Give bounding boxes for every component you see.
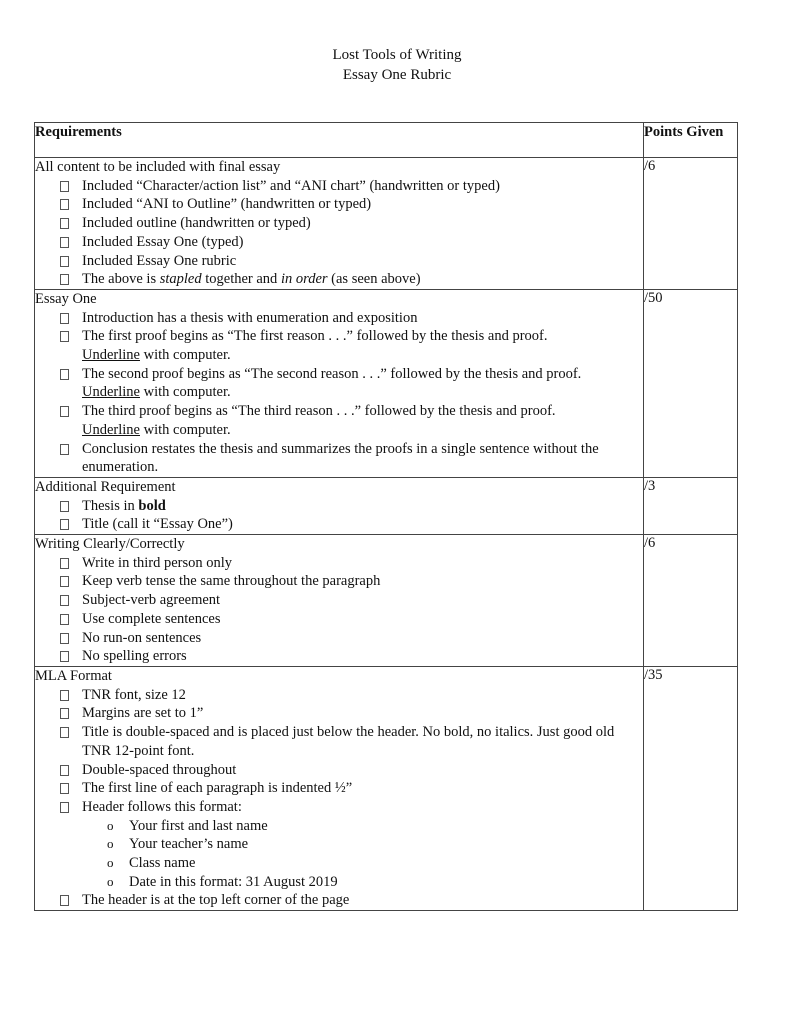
document-subtitle: Essay One Rubric [342,67,452,83]
checklist-item: Write in third person only [35,554,643,573]
sub-list-item: o Class name [107,855,196,872]
circle-bullet-icon: o [107,817,114,833]
section-title: Writing Clearly/Correctly [35,536,185,553]
circle-bullet-icon: o [107,836,114,852]
checkbox-icon [60,802,69,813]
checklist-item: The header is at the top left corner of the page [35,891,643,910]
circle-bullet-icon: o [107,873,114,889]
checklist-item: Conclusion restates the thesis and summarizes the proofs in a single sentence without the enumeration. [35,440,643,477]
sub-list-item: o Your first and last name [107,817,268,834]
checklist-item: The third proof begins as “The third reason . . .” followed by the thesis and proof. Underline with computer. [35,402,643,439]
checkbox-icon [60,406,69,417]
section-requirements [35,158,644,290]
section-requirements [35,666,644,910]
document-title: Lost Tools of Writing [332,47,462,63]
checklist-item: Subject-verb agreement [35,591,643,610]
points-cell: /6 [644,158,738,290]
checkbox-icon [60,181,69,192]
checkbox-icon [60,783,69,794]
checkbox-icon [60,633,69,644]
checkbox-icon [60,558,69,569]
checklist-item: The above is stapled together and in order (as seen above) [35,270,643,289]
checklist-item: Included outline (handwritten or typed) [35,214,643,233]
checkbox-icon [60,765,69,776]
section-title: MLA Format [35,667,112,684]
checkbox-icon [60,895,69,906]
checkbox-icon [60,313,69,324]
section-requirements [35,477,644,534]
checklist-item: No spelling errors [35,647,643,666]
checkbox-icon [60,595,69,606]
checklist-item: Use complete sentences [35,610,643,629]
checklist-item: Title is double-spaced and is placed just below the header. No bold, no italics. Just good old TNR 12-point font. [35,723,643,760]
checkbox-icon [60,331,69,342]
rubric-table [34,122,738,911]
section-requirements [35,289,644,477]
checklist-item: Introduction has a thesis with enumeration and exposition [35,309,643,328]
checklist-item: Margins are set to 1” [35,704,643,723]
checklist-item: TNR font, size 12 [35,686,643,705]
table-header-row [35,123,738,158]
checklist-item: No run-on sentences [35,629,643,648]
points-given-header: Points Given [644,123,738,158]
checkbox-icon [60,614,69,625]
sub-list-item: o Date in this format: 31 August 2019 [107,873,338,890]
section-row [35,289,738,477]
checklist-item: Included “Character/action list” and “ANI chart” (handwritten or typed) [35,177,643,196]
checkbox-icon [60,727,69,738]
checkbox-icon [60,199,69,210]
checkbox-icon [60,651,69,662]
checklist-item: Header follows this format: o Your first and last name o Your teacher’s name o Class name o Date in this format: 31 August 2019 [35,798,643,892]
checklist-item: Included Essay One (typed) [35,233,643,252]
checklist-item: The second proof begins as “The second reason . . .” followed by the thesis and proof. Underline with computer. [35,365,643,402]
checkbox-icon [60,519,69,530]
section-requirements [35,535,644,667]
section-title: Additional Requirement [35,478,176,495]
points-cell: /35 [644,666,738,910]
checklist-item: Double-spaced throughout [35,761,643,780]
points-cell: /3 [644,477,738,534]
checkbox-icon [60,690,69,701]
requirements-header: Requirements [35,123,644,158]
checkbox-icon [60,708,69,719]
checklist-item: Included Essay One rubric [35,252,643,271]
section-row [35,535,738,667]
checklist-item: The first proof begins as “The first reason . . .” followed by the thesis and proof. Underline with computer. [35,327,643,364]
section-row [35,477,738,534]
points-cell: /6 [644,535,738,667]
checkbox-icon [60,256,69,267]
section-title: Essay One [35,290,97,307]
checklist-item: Title (call it “Essay One”) [35,515,643,534]
checklist-item: Included “ANI to Outline” (handwritten or typed) [35,195,643,214]
header-format-list [82,817,643,892]
checkbox-icon [60,444,69,455]
checkbox-icon [60,501,69,512]
section-row [35,158,738,290]
checkbox-icon [60,237,69,248]
checklist-item: Thesis in bold [35,497,643,516]
checkbox-icon [60,218,69,229]
checkbox-icon [60,274,69,285]
sub-list-item: o Your teacher’s name [107,836,249,853]
checkbox-icon [60,369,69,380]
circle-bullet-icon: o [107,855,114,871]
checklist-item: Keep verb tense the same throughout the paragraph [35,572,643,591]
section-row [35,666,738,910]
points-cell: /50 [644,289,738,477]
section-title: All content to be included with final essay [35,159,281,175]
checklist-item: The first line of each paragraph is indented ½” [35,779,643,798]
checkbox-icon [60,576,69,587]
